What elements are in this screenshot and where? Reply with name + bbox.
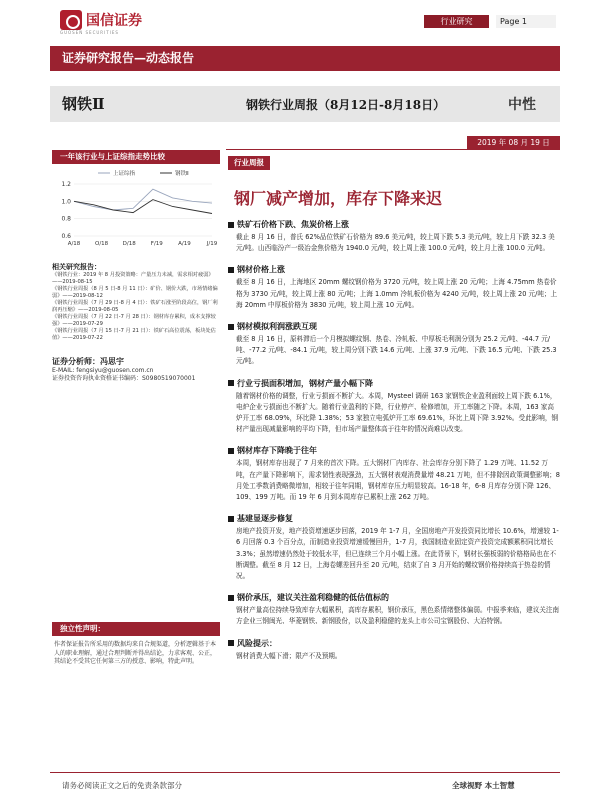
report-title-band [50,86,560,122]
bullet-icon [228,448,234,454]
section-title: 钢价承压，建议关注盈利稳健的低估值标的 [237,593,389,603]
x-tick-label: O/18 [95,241,109,247]
section [228,321,560,368]
analyst-email[interactable]: E-MAIL: fengsiyu@guosen.com.cn [52,367,154,374]
bullet-icon [228,267,234,273]
related-report[interactable]: 《钢铁行业周报（7 月 15 日-7 月 21 日）：铁矿石高位震荡，板块处估值》——2019-07-22 [52,328,216,341]
disclaimer-title: 独立性声明： [52,622,220,636]
page-number: Page 1 [496,15,556,28]
section [228,445,560,503]
section-body: 房地产投资开发，地产投资增速逐步回落，2019 年 1-7 月，全国房地产开发投资同比增长 10.6%，增速较 1-6 月回落 0.3 个百分点，而制造业投资增速缓慢回升，1-7 月，我国制造业固定资产投资完成额累积同比增长 3.3%；虽然增速仍然处于较低水平，但已连续三个月小幅上涨。在此背景下，钢材长强板弱的价格格局也在不断调整。截至 8 月 12 日，上海卷螺差回升至 20 元/吨，结束了自 3 月开始的螺纹钢价格持续高于热卷的情况。 [236,527,559,581]
guosen-logo-icon [60,10,82,30]
section-body: 截止 8 月 16 日，普氏 62%品位铁矿石价格为 89.6 美元/吨，较上周下跌 5.3 美元/吨，较上月下跌 32.3 美元/吨。山西临汾产一级冶金焦价格为 1940.0 元/吨，较上周上涨 100.0 元/吨，较上月上涨 100.0 元/吨。 [236,233,555,253]
brand-subtitle: GUOSEN SECURITIES [60,30,119,35]
disclaimer-text: 作者保证报告所采用的数据均来自合规渠道，分析逻辑基于本人的职业理解，通过合理判断并得出结论，力求客观、公正，其结论不受其它任何第三方的授意、影响，特此声明。 [54,641,217,666]
legend-label: 上证综指 [113,171,136,177]
report-date: 2019 年 08 月 19 日 [467,136,560,150]
related-reports-list [52,272,220,342]
analyst-license: 证券投资咨询执业资格证书编码：S0980519070001 [52,375,196,382]
trend-chart [52,164,220,252]
report-type-badge: 行业研究 [424,15,489,28]
section [228,592,560,627]
section-title: 钢材库存下降晚于往年 [237,446,317,456]
y-tick-label: 1.0 [61,198,71,206]
related-report[interactable]: 《钢铁行业：2019 年 8 月投资策略：产量压力未减，需求相对疲弱》——2019-08-15 [52,272,214,285]
main-content [228,150,560,662]
main-tag: 行业周报 [228,156,270,170]
bullet-icon [228,380,234,386]
bullet-icon [228,516,234,522]
bullet-icon [228,640,234,646]
guosen-logo [60,10,142,30]
x-tick-label: A/19 [178,241,191,247]
section-body: 本周，钢材库存出现了 7 月来的首次下降。五大钢材厂内库存、社会库存分别下降了 1.29 万吨、11.52 万吨，在产量下降影响下，需求韧性表现强劲，五大钢材表观消费量增 48.21 万吨，但不排除因政策调整影响；8 月处工季数消费略微增加，相较于往年同期，钢材库存压力明显较高。16-18 年，6-8 月库存分别下降 126、109、199 万吨。而 19 年 6 月到本周库存已累积上涨 262 万吨。 [236,459,560,502]
section-body: 钢材产量高位持续导致库存大幅累积，高库存累积，钢价承压，黑色系情绪整体偏弱。中报季来临，建议关注南方企业三钢闽光、华菱钢铁、新钢股份，以及盈利稳健的龙头上市公司宝钢股份、大冶特钢。 [236,606,560,626]
section-body: 截至 8 月 16 日，上海地区 20mm 螺纹钢价格为 3720 元/吨，较上周上涨 20 元/吨；上海 4.75mm 热卷价格为 3730 元/吨，较上周上涨 80 元/吨；上海 1.0mm 冷轧板价格为 4240 元/吨，较上周上涨 20 元/吨；上海 20mm 中厚板价格为 3830 元/吨，较上周上涨 10 元/吨。 [236,278,558,309]
section [228,264,560,311]
related-report[interactable]: 《钢铁行业周报（7 月 29 日-8 月 4 日）：铁矿石涨至阶段高位，钢厂利润再压缩》——2019-08-05 [52,300,218,313]
bullet-icon [228,324,234,330]
x-tick-label: F/19 [150,241,163,247]
section-title: 钢材模拟利润涨跌互现 [237,322,317,332]
section-body: 截至 8 月 16 日，原料滞后一个月模拟螺纹钢、热卷、冷轧板、中厚板毛利润分别为 25.2 元/吨、-44.7 元/吨、-77.2 元/吨、-84.1 元/吨，较上周分别下跌 14.6 元/吨、上涨 37.9 元/吨、下跌 16.5 元/吨、下跌 25.3 元/吨。 [236,335,557,366]
section-title: 风险提示： [237,638,277,648]
section-title: 钢材价格上涨 [237,265,285,275]
report-title: 钢铁行业周报（8月12日-8月18日） [246,98,446,112]
x-tick-label: A/18 [67,241,81,247]
footer-slogan: 全球视野 本土智慧 [452,781,515,790]
footer-disclaimer-note: 请务必阅读正文之后的免责条款部分 [62,781,182,790]
rating: 中性 [508,97,536,113]
section [228,219,560,254]
section-title: 铁矿石价格下跌、焦炭价格上涨 [237,220,349,229]
x-tick-label: J/19 [206,241,218,247]
section-body: 钢材消费大幅下滑；限产不及预期。 [236,651,342,660]
sector-name: 钢铁Ⅱ [62,95,105,113]
section-body: 随着钢材价格的调整，行业亏损面不断扩大。本周，Mysteel 调研 163 家钢铁企业盈利面较上周下跌 6.1%，电炉企业亏损面也不断扩大。随着行业盈利的下降，行业停产、检修增加，开工率随之下降。本周，163 家高炉开工率 68.09%，环比降 1.38%；53 家独立电弧炉开工率 69.61%，环比上周下降 3.92%。受此影响，钢材产量出现减量影响的平均下降，但市场产量整体高于往年的情况尚难以改变。 [236,391,559,434]
legend-label: 钢铁Ⅱ [175,171,189,177]
section-title: 基建显逐步修复 [237,514,293,524]
analyst-name: 证券分析师：冯思宇 [52,357,124,366]
x-tick-label: D/18 [122,241,136,247]
headline: 钢厂减产增加，库存下降来迟 [234,189,443,208]
related-report[interactable]: 《钢铁行业周报（7 月 22 日-7 月 28 日）：钢材库存累积，成本支撑较强》——2019-07-29 [52,314,216,327]
bullet-icon [228,595,234,601]
y-tick-label: 0.8 [61,215,71,223]
report-category-band: 证券研究报告—动态报告 [50,46,560,71]
section-title: 行业亏损面积增加，钢材产量小幅下降 [237,378,373,388]
related-reports-title: 相关研究报告： [52,263,101,271]
y-tick-label: 0.6 [61,233,71,240]
y-tick-label: 1.2 [61,181,71,188]
section [228,638,560,662]
section [228,378,560,436]
bullet-icon [228,222,234,228]
footer-divider [50,772,560,773]
trend-chart-svg [52,164,220,252]
brand-name: 国信证券 [86,13,142,29]
sidebar [52,150,220,383]
chart-title: 一年该行业与上证综指走势比较 [52,150,220,164]
series-line-0 [74,189,212,210]
related-report[interactable]: 《钢铁行业周报（8 月 5 日-8 月 11 日）：矿价、钢价大跌，市场情绪偏弱》——2019-08-12 [52,286,218,299]
section [228,513,560,582]
